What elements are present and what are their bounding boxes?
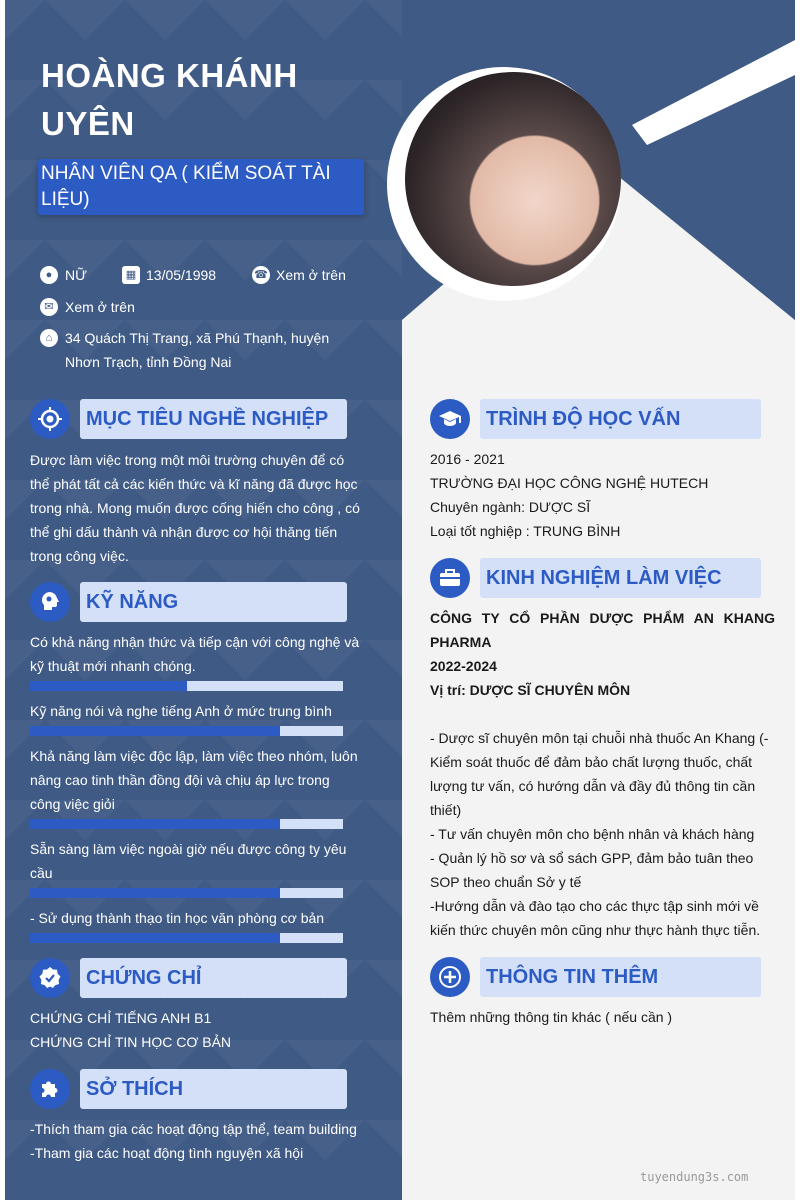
experience-detail: - Quản lý hồ sơ và sổ sách GPP, đảm bảo tuân theo SOP theo chuẩn Sở y tế — [430, 850, 754, 890]
position-badge — [38, 159, 364, 215]
watermark: tuyendung3s.com — [640, 1170, 749, 1184]
skill-level-fill — [30, 681, 187, 691]
certificate-item: CHỨNG CHỈ TIN HỌC CƠ BẢN — [30, 1034, 232, 1050]
experience-detail: -Hướng dẫn và đào tạo cho các thực tập sinh mới về kiến thức chuyên môn cũng như thực hành thực tiễn. — [430, 898, 761, 938]
certificates-header — [30, 958, 348, 998]
skill-level-fill — [30, 726, 280, 736]
experience-detail: - Dược sĩ chuyên môn tại chuỗi nhà thuốc An Khang (- Kiểm soát thuốc để đảm bảo chất lượng thuốc, chất lượng tư vấn, có hướng dẫn và đầy đủ thông tin cần thiết) — [430, 730, 769, 818]
puzzle-icon — [30, 1069, 70, 1109]
skill-label: Khả năng làm việc độc lập, làm việc theo nhóm, luôn nâng cao tinh thần đồng đội và chịu áp lực trong công việc giỏi — [30, 748, 358, 812]
skill-level-bar — [30, 933, 343, 943]
education-period: 2016 - 2021 — [430, 451, 505, 467]
experience-role: Vị trí: DƯỢC SĨ CHUYÊN MÔN — [430, 682, 631, 698]
phone-icon: ☎ — [252, 266, 270, 284]
user-icon: ● — [40, 266, 58, 284]
skill-label: Sẵn sàng làm việc ngoài giờ nếu được công ty yêu cầu — [30, 841, 347, 881]
skills-header — [30, 582, 348, 622]
hobbies-title: SỞ THÍCH — [86, 1078, 184, 1100]
home-icon: ⌂ — [40, 329, 58, 347]
experience-company: CÔNG TY CỔ PHẦN DƯỢC PHẨM AN KHANG PHARMA — [430, 610, 775, 650]
plus-icon — [430, 957, 470, 997]
gender-value: NỮ — [65, 267, 88, 283]
graduation-cap-icon — [430, 399, 470, 439]
skill-level-bar — [30, 888, 343, 898]
skill-label: Kỹ năng nói và nghe tiếng Anh ở mức trung bình — [30, 703, 332, 719]
hobbies-header — [30, 1069, 348, 1109]
experience-title: KINH NGHIỆM LÀM VIỆC — [486, 567, 722, 589]
position-title: NHÂN VIÊN QA ( KIỂM SOÁT TÀI LIỆU) — [41, 163, 331, 210]
certificate-item: CHỨNG CHỈ TIẾNG ANH B1 — [30, 1010, 212, 1026]
objective-text: Được làm việc trong một môi trường chuyên để có thể phát tất cả các kiến thức và kĩ năng đã được học trong nhà. Mong muốn được cống hiến cho công , có thể ghi dấu thành và nhận được cơ hội thăng tiến trong công việc. — [30, 452, 360, 564]
skill-level-fill — [30, 819, 280, 829]
education-grade: Loại tốt nghiệp : TRUNG BÌNH — [430, 523, 621, 539]
education-school: TRƯỜNG ĐẠI HỌC CÔNG NGHỆ HUTECH — [430, 475, 709, 491]
hobby-item: -Thích tham gia các hoạt động tập thể, team building — [30, 1121, 357, 1137]
calendar-icon: ▦ — [122, 266, 140, 284]
skill-level-fill — [30, 888, 280, 898]
skill-label: - Sử dụng thành thạo tin học văn phòng cơ bản — [30, 910, 325, 926]
skill-label: Có khả năng nhận thức và tiếp cận với công nghệ và kỹ thuật mới nhanh chóng. — [30, 634, 360, 674]
objective-title: MỤC TIÊU NGHỀ NGHIỆP — [86, 408, 329, 430]
hobby-item: -Tham gia các hoạt động tình nguyện xã hội — [30, 1145, 304, 1161]
experience-header — [430, 558, 761, 598]
extra-title: THÔNG TIN THÊM — [486, 966, 659, 988]
certificates-title: CHỨNG CHỈ — [86, 967, 202, 989]
extra-header — [430, 957, 761, 997]
skill-level-fill — [30, 933, 280, 943]
skills-title: KỸ NĂNG — [86, 591, 179, 613]
email-value: Xem ở trên — [65, 299, 135, 315]
phone-value: Xem ở trên — [276, 267, 346, 283]
experience-period: 2022-2024 — [430, 658, 497, 674]
candidate-name: HOÀNG KHÁNH UYÊN — [41, 57, 298, 142]
birthday-value: 13/05/1998 — [146, 267, 217, 283]
skill-level-bar — [30, 681, 343, 691]
profile-photo — [405, 72, 621, 286]
address-value: 34 Quách Thị Trang, xã Phú Thạnh, huyện Nhơn Trạch, tỉnh Đồng Nai — [65, 330, 330, 370]
skill-level-bar — [30, 819, 343, 829]
email-icon: ✉ — [40, 298, 58, 316]
badge-check-icon — [30, 958, 70, 998]
target-icon — [30, 399, 70, 439]
education-header — [430, 399, 761, 439]
education-major: Chuyên ngành: DƯỢC SĨ — [430, 499, 591, 515]
extra-text: Thêm những thông tin khác ( nếu cần ) — [430, 1009, 673, 1025]
objective-header — [30, 399, 348, 439]
education-title: TRÌNH ĐỘ HỌC VẤN — [486, 408, 681, 430]
brain-icon — [30, 582, 70, 622]
skill-level-bar — [30, 726, 343, 736]
experience-detail: - Tư vấn chuyên môn cho bệnh nhân và khách hàng — [430, 826, 755, 842]
briefcase-icon — [430, 558, 470, 598]
